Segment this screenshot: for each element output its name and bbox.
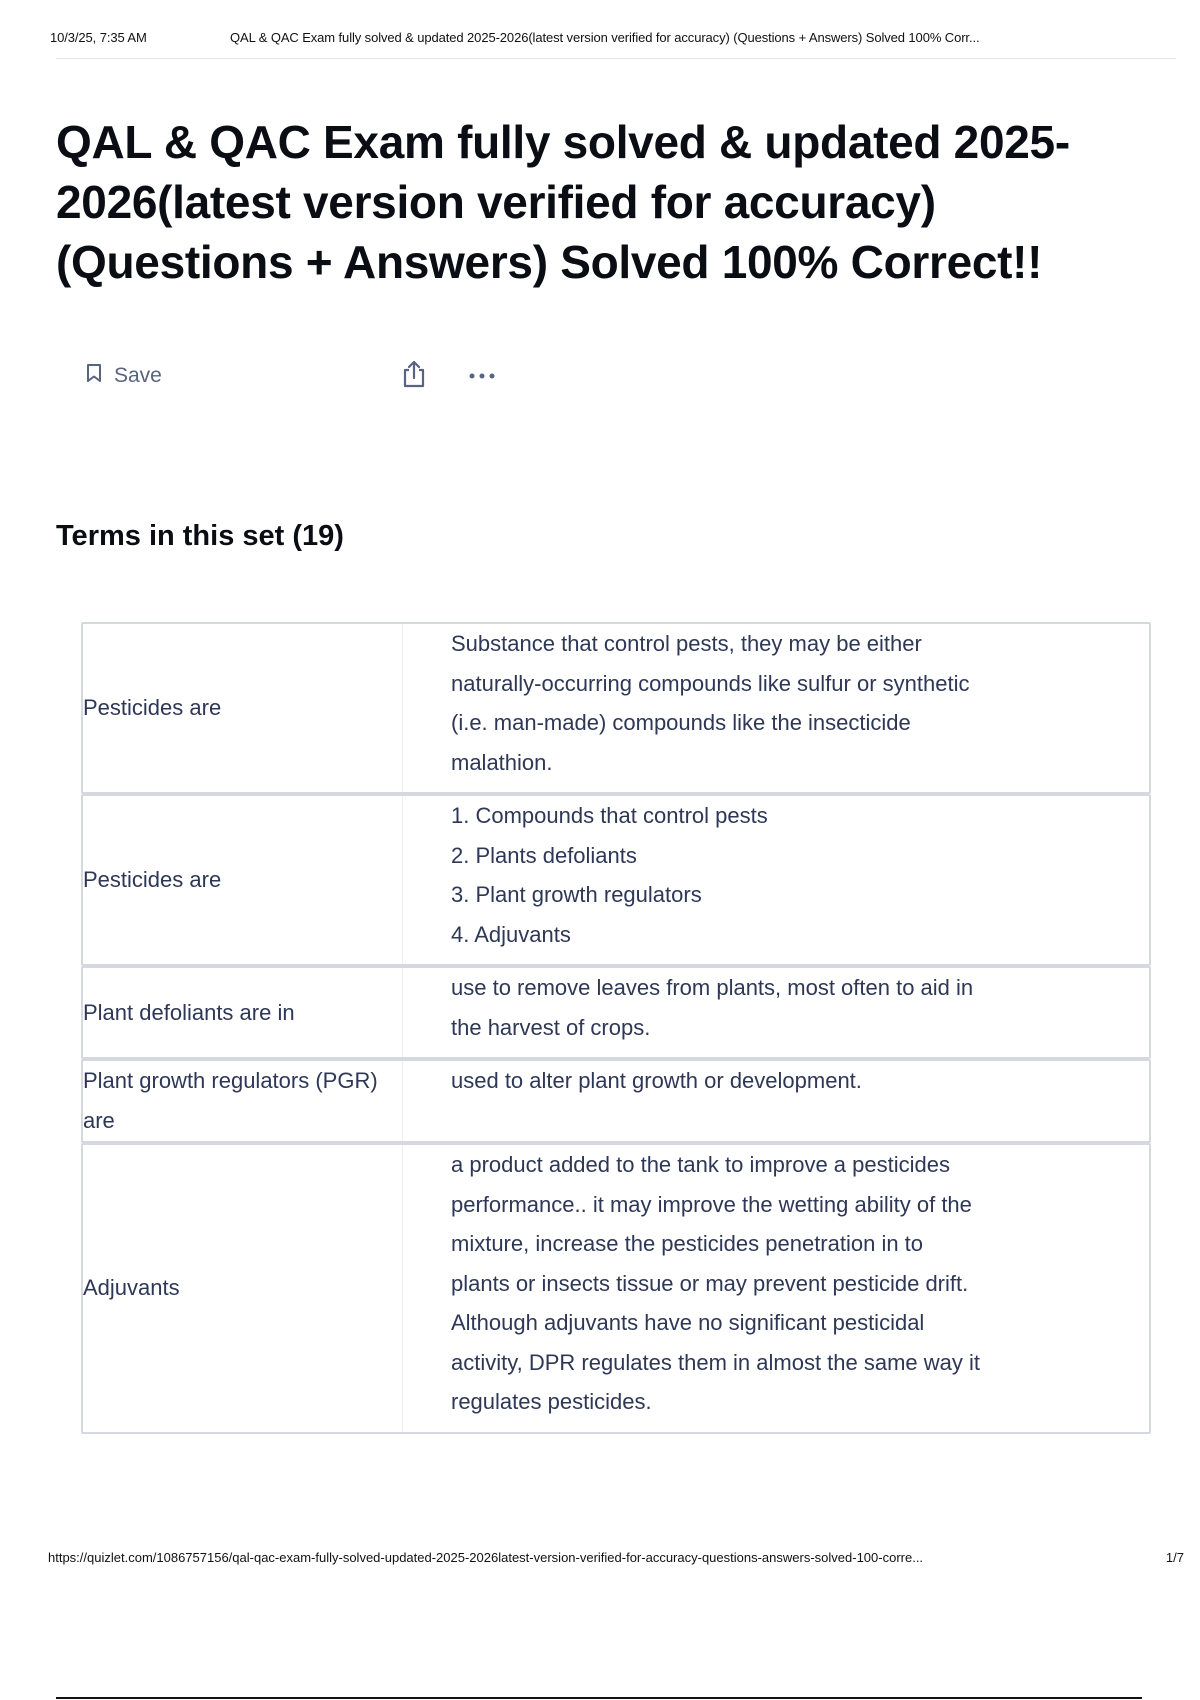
definition-text	[403, 796, 1149, 964]
page-bottom-divider	[56, 1697, 1142, 1699]
definition-line: performance.. it may improve the wetting ability of the	[451, 1191, 972, 1217]
definition-line: 2. Plants defoliants	[451, 842, 637, 868]
term-row	[81, 622, 1151, 794]
more-horizontal-icon	[468, 367, 496, 385]
page-number: 1/7	[1165, 1550, 1184, 1565]
definition-line: a product added to the tank to improve a pesticides	[451, 1152, 950, 1177]
definition-line: the harvest of crops.	[451, 1014, 651, 1040]
save-button[interactable]	[86, 358, 162, 394]
definition-line: 4. Adjuvants	[451, 921, 571, 947]
definition-line: activity, DPR regulates them in almost the same way it	[451, 1349, 981, 1375]
definition-line: regulates pesticides.	[451, 1389, 652, 1414]
definition-line: mixture, increase the pesticides penetration in to	[451, 1231, 924, 1256]
term-text: Pesticides are	[83, 624, 403, 792]
print-doc-title: QAL & QAC Exam fully solved & updated 2025-2026(latest version verified for accuracy) (Questions + Answers) Solved 100% Corr...	[230, 30, 980, 45]
header-divider	[56, 58, 1176, 59]
definition-line: malathion.	[451, 749, 553, 775]
terms-heading: Terms in this set (19)	[56, 520, 344, 552]
save-label: Save	[114, 364, 162, 387]
definition-line: (i.e. man-made) compounds like the insecticide	[451, 710, 911, 735]
definition-line: plants or insects tissue or may prevent pesticide drift.	[451, 1270, 969, 1296]
definition-text	[403, 1061, 1149, 1141]
print-url: https://quizlet.com/1086757156/qal-qac-exam-fully-solved-updated-2025-2026latest-version-verified-for-accuracy-questions-answers-solved-100-corre...	[48, 1550, 924, 1565]
terms-table	[81, 622, 1151, 1434]
term-text: Adjuvants	[83, 1145, 403, 1432]
definition-line: Substance that control pests, they may be either	[451, 631, 922, 656]
term-text: Pesticides are	[83, 796, 403, 964]
bookmark-icon	[86, 363, 102, 389]
definition-text	[403, 968, 1149, 1057]
set-actions	[86, 358, 526, 394]
more-options-button[interactable]	[464, 358, 500, 394]
term-row	[81, 966, 1151, 1059]
page-title: QAL & QAC Exam fully solved & updated 2025-2026(latest version verified for accuracy) (Questions + Answers) Solved 100% Correct!!	[56, 116, 1070, 288]
definition-line: Although adjuvants have no significant pesticidal	[451, 1310, 925, 1335]
term-text: Plant defoliants are in	[83, 968, 403, 1057]
definition-text	[403, 1145, 1149, 1432]
term-text: Plant growth regulators (PGR) are	[83, 1061, 403, 1141]
print-datetime: 10/3/25, 7:35 AM	[50, 30, 147, 45]
definition-line: naturally-occurring compounds like sulfur or synthetic	[451, 670, 970, 696]
term-row	[81, 1059, 1151, 1143]
definition-line: use to remove leaves from plants, most often to aid in	[451, 975, 974, 1000]
definition-line: used to alter plant growth or development.	[451, 1068, 862, 1093]
definition-line: 3. Plant growth regulators	[451, 882, 702, 907]
share-icon	[400, 359, 428, 394]
print-header	[50, 30, 1174, 45]
definition-line: 1. Compounds that control pests	[451, 803, 768, 828]
share-button[interactable]	[396, 358, 432, 394]
term-row	[81, 794, 1151, 966]
definition-text	[403, 624, 1149, 792]
print-footer	[48, 1550, 1184, 1565]
term-row	[81, 1143, 1151, 1434]
